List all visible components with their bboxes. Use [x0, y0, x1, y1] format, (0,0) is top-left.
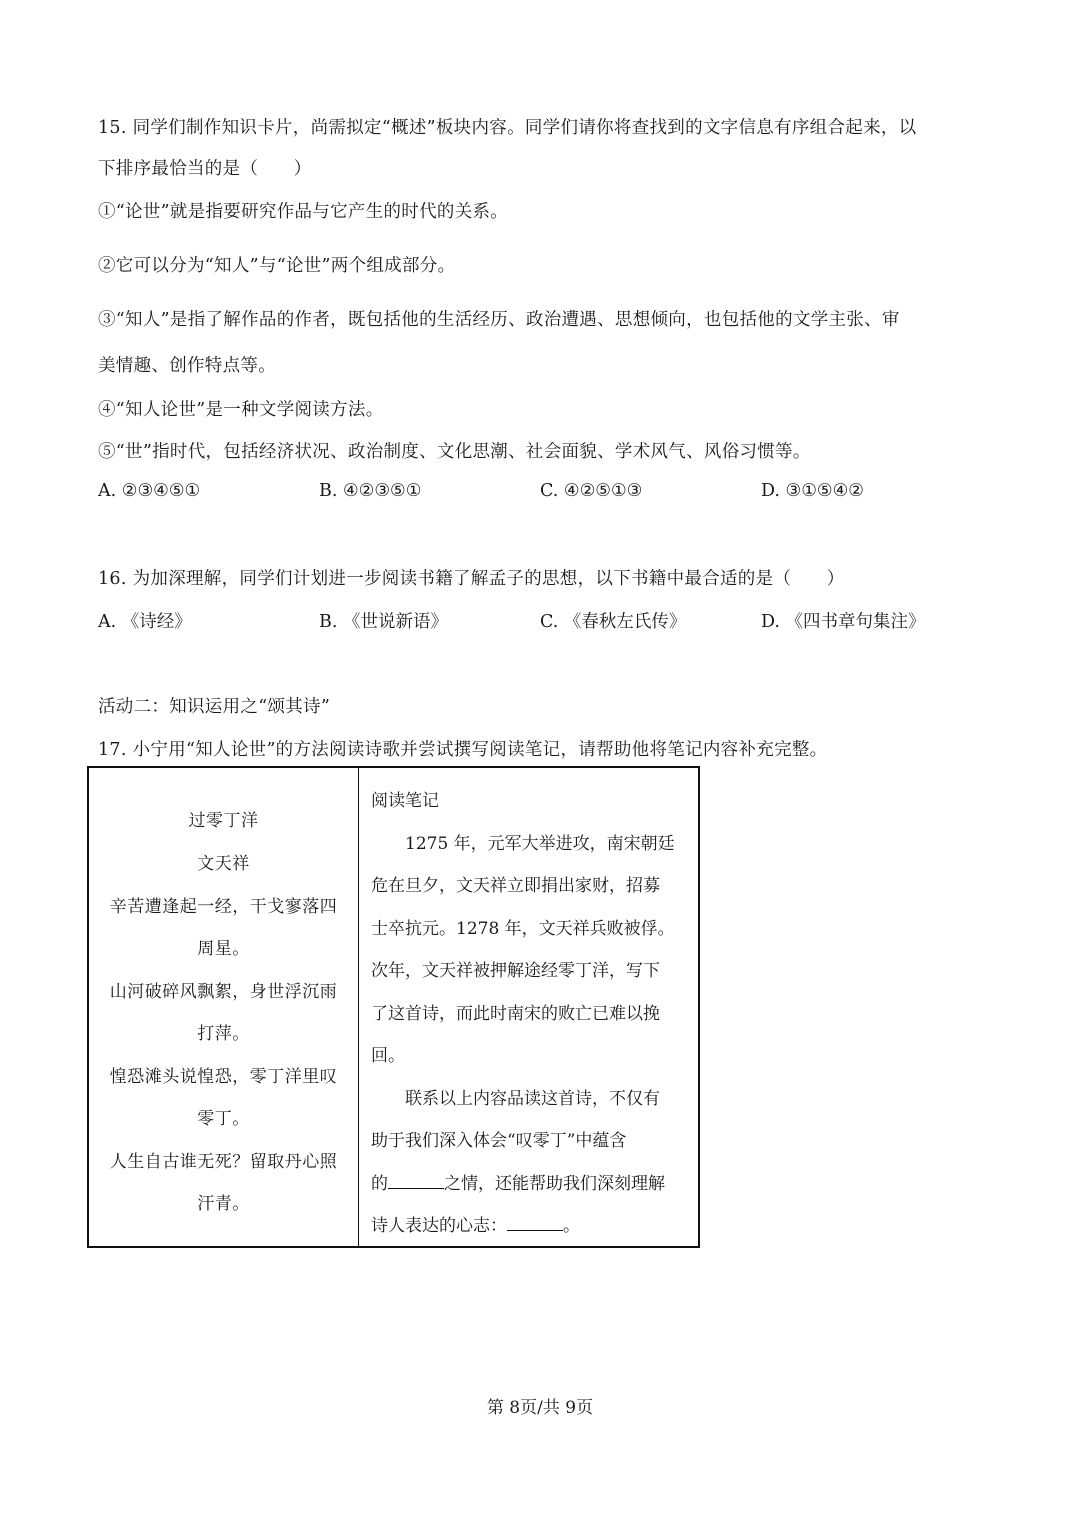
- activity-heading: 活动二：知识运用之“颂其诗”: [98, 697, 331, 717]
- poem-line: 打萍。: [197, 1024, 250, 1044]
- blank-prefix: 诗人表达的心志：: [371, 1216, 507, 1236]
- poem-line: 惶恐滩头说惶恐，零丁洋里叹: [109, 1067, 338, 1087]
- notes-heading: 阅读笔记: [371, 791, 439, 811]
- q15-statement-1: ①“论世”就是指要研究作品与它产生的时代的关系。: [98, 202, 509, 222]
- poem-title: 过零丁洋: [188, 811, 259, 831]
- blank-suffix: 。: [563, 1216, 580, 1236]
- q15-stem-line1: 15. 同学们制作知识卡片，尚需拟定“概述”板块内容。同学们请你将查找到的文字信息有序组合起来，以: [98, 118, 917, 138]
- q15-statement-4: ④“知人论世”是一种文学阅读方法。: [98, 400, 384, 420]
- q16-stem: 16. 为加深理解，同学们计划进一步阅读书籍了解孟子的思想，以下书籍中最合适的是（ ）: [98, 569, 845, 589]
- q17-stem: 17. 小宁用“知人论世”的方法阅读诗歌并尝试撰写阅读笔记，请帮助他将笔记内容补充完整。: [98, 740, 828, 760]
- notes-line: 次年，文天祥被押解途经零丁洋，写下: [371, 961, 660, 981]
- poem-line: 汗青。: [197, 1194, 250, 1214]
- q15-option-c[interactable]: C. ④②⑤①③: [540, 481, 643, 501]
- q16-option-d[interactable]: D. 《四书章句集注》: [761, 612, 926, 632]
- notes-line: 助于我们深入体会“叹零丁”中蕴含: [371, 1131, 627, 1151]
- notes-line: 了这首诗，而此时南宋的败亡已难以挽: [371, 1004, 660, 1024]
- q16-option-a[interactable]: A. 《诗经》: [98, 612, 192, 632]
- notes-line: 回。: [371, 1046, 405, 1066]
- notes-blank-line-1: [371, 1169, 665, 1194]
- q15-option-d[interactable]: D. ③①⑤④②: [761, 481, 864, 501]
- answer-blank-2[interactable]: [507, 1216, 563, 1231]
- poem-line: 零丁。: [197, 1109, 250, 1129]
- notes-line: 联系以上内容品读这首诗，不仅有: [405, 1089, 660, 1109]
- poem-author: 文天祥: [197, 854, 250, 874]
- poem-line: 人生自古谁无死？留取丹心照: [109, 1152, 338, 1172]
- q15-statement-5: ⑤“世”指时代，包括经济状况、政治制度、文化思潮、社会面貌、学术风气、风俗习惯等。: [98, 442, 811, 462]
- answer-blank-1[interactable]: [388, 1174, 444, 1189]
- q15-option-b[interactable]: B. ④②③⑤①: [319, 481, 422, 501]
- q15-stem-line2: 下排序最恰当的是（ ）: [98, 159, 312, 179]
- reading-table: [87, 766, 700, 1248]
- q15-statement-3-line2: 美情趣、创作特点等。: [98, 356, 276, 376]
- blank-suffix: 之情，还能帮助我们深刻理解: [444, 1174, 665, 1194]
- q16-option-c[interactable]: C. 《春秋左氏传》: [540, 612, 687, 632]
- blank-prefix: 的: [371, 1174, 388, 1194]
- table-divider: [358, 768, 359, 1246]
- q15-statement-2: ②它可以分为“知人”与“论世”两个组成部分。: [98, 256, 456, 276]
- notes-blank-line-2: [371, 1211, 580, 1236]
- poem-line: 山河破碎风飘絮，身世浮沉雨: [109, 982, 338, 1002]
- poem-line: 周星。: [197, 939, 250, 959]
- notes-line: 士卒抗元。1278 年，文天祥兵败被俘。: [371, 919, 675, 939]
- page-footer: 第 8页/共 9页: [486, 1398, 594, 1418]
- q15-option-a[interactable]: A. ②③④⑤①: [98, 481, 201, 501]
- q15-statement-3-line1: ③“知人”是指了解作品的作者，既包括他的生活经历、政治遭遇、思想倾向，也包括他的文学主张、审: [98, 310, 900, 330]
- notes-line: 危在旦夕，文天祥立即捐出家财，招募: [371, 876, 660, 896]
- poem-line: 辛苦遭逢起一经，干戈寥落四: [109, 897, 338, 917]
- notes-line: 1275 年，元军大举进攻，南宋朝廷: [405, 834, 675, 854]
- q16-option-b[interactable]: B. 《世说新语》: [319, 612, 448, 632]
